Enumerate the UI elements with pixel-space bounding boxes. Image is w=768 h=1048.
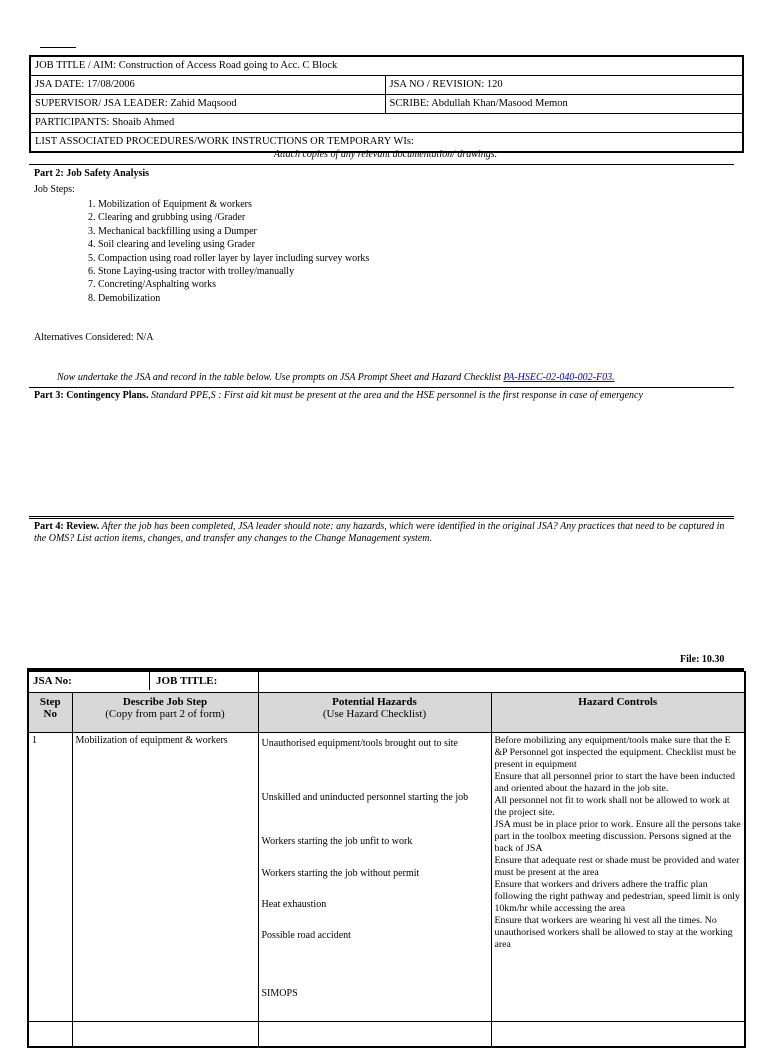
control-item: All personnel not fit to work shall not be allowed to work at the project site. [494, 795, 730, 818]
hazard-item: Workers starting the job without permit [261, 868, 420, 879]
part3-text: Standard PPE,S : First aid kit must be present at the area and the HSE personnel is the first response in case of emergency [148, 390, 643, 401]
header-hazards: Potential Hazards (Use Hazard Checklist) [258, 693, 491, 733]
divider-double [29, 516, 734, 519]
header-step: Step No [28, 693, 72, 733]
supervisor-cell: SUPERVISOR/ JSA LEADER: Zahid Maqsood [30, 95, 385, 114]
participants-cell: PARTICIPANTS: Shoaib Ahmed [30, 114, 743, 133]
jsa-date-cell: JSA DATE: 17/08/2006 [30, 76, 385, 95]
job-step: 6. Stone Laying-using tractor with trolley/manually [88, 266, 295, 278]
job-step: 1. Mobilization of Equipment & workers [88, 199, 252, 210]
header-controls: Hazard Controls [491, 693, 745, 733]
job-step: 3. Mechanical backfilling using a Dumper [88, 225, 257, 237]
part4-text: After the job has been completed, JSA leader should note: any hazards, which were identified in the original JSA? Any practices that need to be captured in the OMS? List action items, changes, and transfer any changes to the Change Management system. [34, 521, 725, 544]
control-item: Ensure that adequate rest or shade must be provided and water must be present at the area [494, 855, 740, 878]
control-item: Ensure that workers are wearing hi vest all the times. No unauthorised workers shall be allowed to stay at the working area [494, 915, 733, 950]
header-describe: Describe Job Step (Copy from part 2 of form) [72, 693, 258, 733]
jsa-no-label: JSA No: [29, 672, 150, 690]
control-item: JSA must be in place prior to work. Ensure all the persons take part in the toolbox meeting discussion. Persons signed at the back of JSA [494, 819, 741, 854]
file-number: File: 10.30 [680, 654, 725, 665]
hazard-item: Possible road accident [261, 930, 351, 941]
job-steps-label: Job Steps: [34, 184, 75, 195]
table-row [28, 1022, 745, 1048]
job-step: 5. Compaction using road roller layer by layer including survey works [88, 252, 370, 264]
step-number: 1 [28, 733, 72, 1022]
part3-title: Part 3: Contingency Plans. [34, 390, 149, 401]
hazard-item: Unskilled and uninducted personnel starting the job [261, 792, 469, 803]
alternatives-considered: Alternatives Considered: N/A [34, 332, 154, 343]
job-step: 7. Concreting/Asphalting works [88, 279, 217, 291]
control-item: Ensure that all personnel prior to start the have been inducted and oriented about the hazard in the job site. [494, 771, 735, 794]
hazard-item: SIMOPS [261, 988, 298, 999]
part3-contingency [34, 390, 734, 402]
divider [29, 387, 734, 388]
job-title-label: JOB TITLE: [156, 675, 218, 687]
hazard-item: Heat exhaustion [261, 899, 327, 910]
table-row [28, 733, 745, 1022]
hazard-item: Workers starting the job unfit to work [261, 836, 413, 847]
scribe-cell: SCRIBE: Abdullah Khan/Masood Memon [385, 95, 743, 114]
hazard-item: Unauthorised equipment/tools brought out to site [261, 738, 458, 749]
top-rule [40, 47, 76, 48]
control-item: Before mobilizing any equipment/tools make sure that the E &P Personnel got inspected the equipment. Checklist must be present in equipment [494, 735, 737, 770]
part4-review [34, 521, 734, 545]
procedures-cell: LIST ASSOCIATED PROCEDURES/WORK INSTRUCTIONS OR TEMPORARY WIs: [30, 133, 743, 153]
job-step: 8. Demobilization [88, 292, 161, 304]
step-description: Mobilization of equipment & workers [72, 733, 258, 1022]
control-item: Ensure that workers and drivers adhere the traffic plan following the right pathway and pedestrian, speed limit is only 10km/hr while accessing the area [494, 879, 740, 914]
undertake-note [57, 372, 615, 383]
table-header-row [28, 693, 745, 733]
controls-cell [491, 733, 745, 1022]
jsa-hazard-table [27, 671, 746, 1048]
undertake-text: Now undertake the JSA and record in the table below. Use prompts on JSA Prompt Sheet and Hazard Checklist [57, 372, 504, 383]
jsa-info-table [29, 55, 744, 153]
part4-title: Part 4: Review. [34, 521, 100, 532]
job-step: 4. Soil clearing and leveling using Grader [88, 239, 255, 251]
job-step: 2. Clearing and grubbing using /Grader [88, 212, 246, 224]
attach-note: Attach copies of any relevant documentation/ drawings. [273, 149, 498, 160]
divider [29, 164, 734, 165]
hazard-checklist-link[interactable]: PA-HSEC-02-040-002-F03. [503, 372, 615, 383]
job-title-cell: JOB TITLE / AIM: Construction of Access Road going to Acc. C Block [30, 56, 743, 76]
hazards-cell [258, 733, 491, 1022]
jsa-no-cell: JSA NO / REVISION: 120 [385, 76, 743, 95]
part2-title: Part 2: Job Safety Analysis [34, 168, 149, 179]
job-steps-list [88, 198, 369, 305]
